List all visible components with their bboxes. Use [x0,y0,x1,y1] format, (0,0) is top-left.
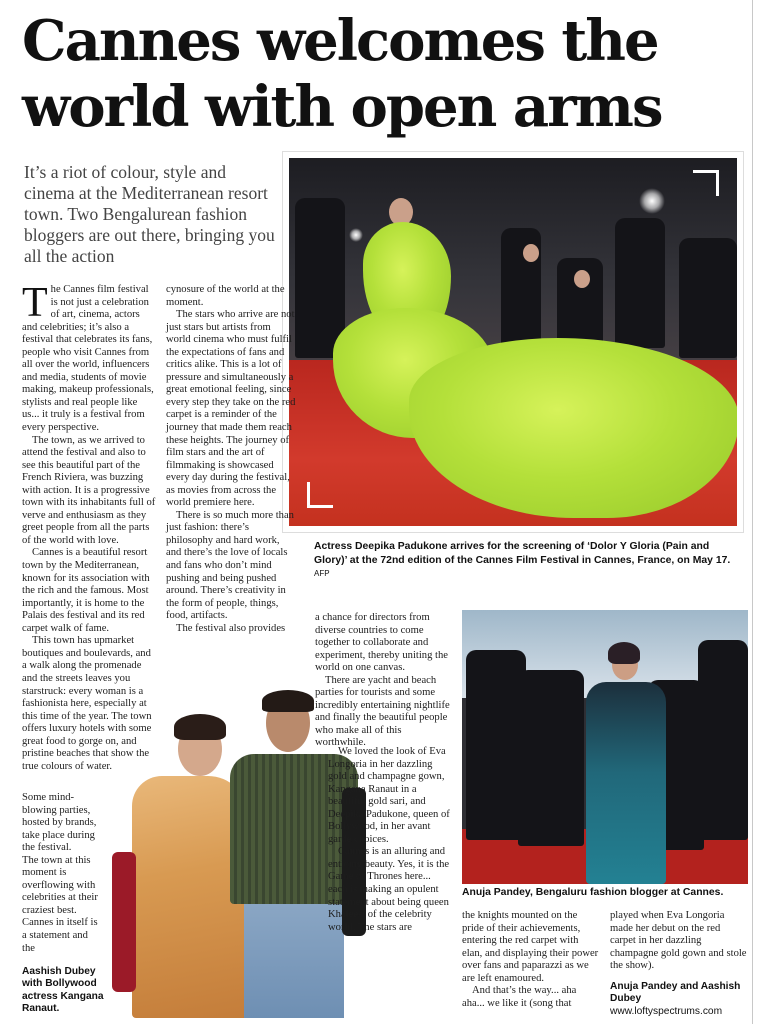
paragraph: a chance for directors from diverse countries to come together to collaborate and experiment, thereby uniting the world on one canvas. [315,612,448,674]
paragraph: This town has upmarket boutiques and boulevards, and a walk along the promenade and the streets leaves you starstruck: every woman is a fashionista here, especially at this time of the year. The town offers luxury hotels with some great food to gorge on, and pristine beaches that show the true colours of water. [22,635,152,772]
article-column-3-wrap [328,746,450,934]
paragraph: cynosure of the world at the moment. [166,284,285,308]
deepika-padukone-photo [283,152,743,532]
paragraph: The town, as we arrived to attend the festival and also to see this beautiful part of the French Riviera, was buzzing with action. It is a progressive town with its inhabitants full of verve and enthusiasm as they greet people from all the parts of the world with love. [22,434,156,546]
paragraph: Some mind-blowing parties, hosted by brands, take place during the festival. [22,792,97,854]
standfirst: It’s a riot of colour, style and cinema at the Mediterranean resort town. Two Bengalurean fashion bloggers are out there, bringing you all the action [24,162,275,266]
paragraph: Cannes is a beautiful resort town by the Mediterranean, known for its association with the rich and the famous. Most importantly, it is home to the Palais des festival and its red carpet walk of fame. [22,547,150,634]
paragraph: The town at this moment is overflowing with celebrities at their craziest best. Cannes in itself is a statement and the [22,854,98,954]
paragraph: The festival also provides [176,622,286,634]
paragraph: the knights mounted on the pride of their achievements, entering the red carpet with elan, and displaying their power over fans and paparazzi as we are left enamoured. [462,910,599,984]
anuja-pandey-photo [462,610,748,884]
paragraph: The Cannes film festival is not just a celebration of art, cinema, actors and celebrities; it’s also a festival that celebrates its fans, people who visit Cannes from all over the world, influencers and media, students of movie making, makeup professionals, stylists and real people like us... it truly is a festival from every perspective. [22,280,154,434]
paragraph: Cannes is an alluring and enticing beauty. Yes, it is the Game of Thrones here... each is making an opulent statement about being queen Khaleesi of the celebrity world. The stars are [328,846,450,933]
paragraph: There is so much more than just fashion: there’s philosophy and hard work, and there’s the love of locals and fans who don’t mind pushing and being pushed around. There’s creativity in the form of people, things, food, artifacts. [166,509,294,622]
paragraph: The stars who arrive are not just stars but artists from world cinema who must fulfil the expectations of fans and critics alike. This is a lot of pressure and simultaneously a great emotional feeling, since every step they take on the red carpet is a reminder of the journey that made them reach these heights. The journey of film stars and the art of filmmaking is showcased every day during the festival, as movies from across the world premiere here. [166,309,296,509]
byline-website: www.loftyspectrums.com [610,1005,723,1017]
byline [610,981,750,1018]
byline-authors: Anuja Pandey and Aashish Dubey [610,981,741,1005]
column-rule [752,0,753,1024]
headline [22,8,752,140]
anuja-caption: Anuja Pandey, Bengaluru fashion blogger at Cannes. [462,887,724,898]
headline-line-1: Cannes welcomes the [22,8,658,74]
paragraph: played when Eva Longoria made her debut on the red carpet in her dazzling champagne gold gown and stole the show). [610,910,747,972]
dropcap: T [22,280,48,326]
article-column-3 [315,612,455,750]
deepika-caption [314,540,744,581]
article-column-3-bottom [462,910,600,1010]
deepika-caption-text: Actress Deepika Padukone arrives for the screening of ‘Dolor Y Gloria (Pain and Glory)’ at the 72nd edition of the Cannes Film Festival in Cannes, France, on May 17. [314,541,731,566]
article-column-2 [166,284,296,635]
article-column-4 [610,910,748,973]
paragraph: There are yacht and beach parties for tourists and some incredibly entertaining nightlife and finally the beautiful people who make all of this worthwhile. [315,674,450,749]
kangana-caption: Aashish Dubey with Bollywood actress Kangana Ranaut. [22,966,104,1014]
photo-credit: AFP [314,569,330,578]
headline-line-2: world with open arms [22,74,662,140]
paragraph: We loved the look of Eva Longoria in her dazzling gold and champagne gown, Kangana Ranaut in a beautiful gold sari, and Deepika Padukone, queen of Bollywood, in her avant garde choices. [328,746,450,845]
paragraph: And that’s the way... aha aha... we like it (song that [462,985,577,1009]
article-column-1-continued [22,792,102,955]
